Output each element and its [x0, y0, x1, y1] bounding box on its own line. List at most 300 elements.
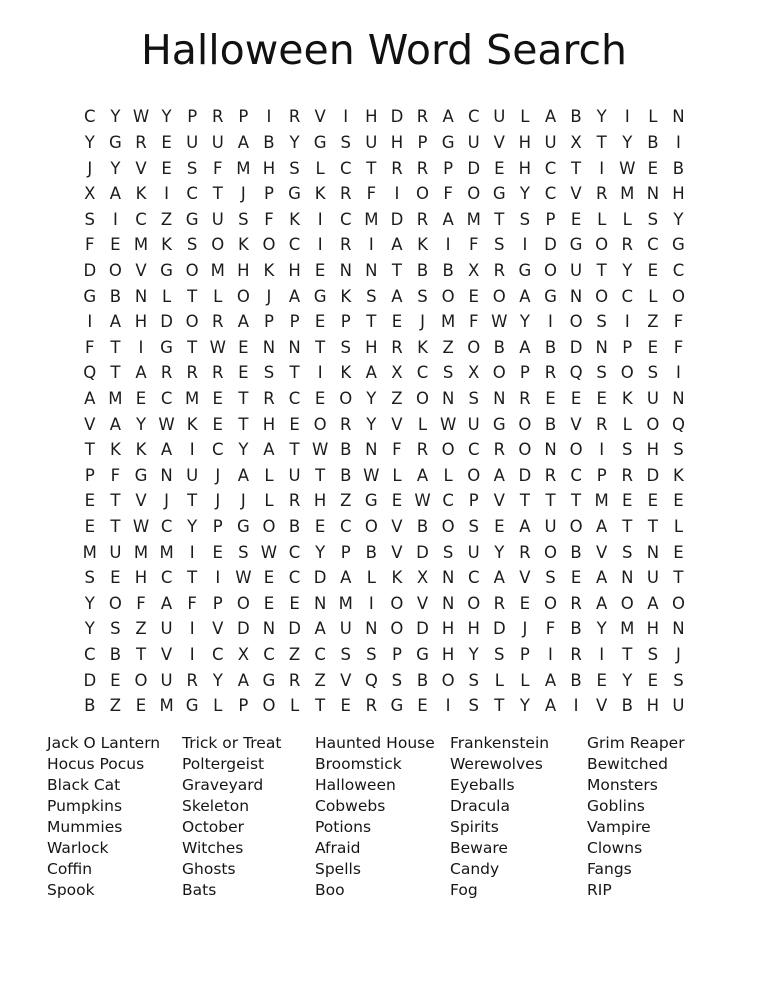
grid-cell-r18c9: C [288, 542, 301, 562]
grid-cell-r4c23: N [646, 184, 660, 204]
grid-cell-r23c24: S [673, 670, 684, 690]
grid-cell-r7c7: H [237, 260, 250, 280]
grid-cell-r20c2: O [108, 593, 122, 613]
grid-cell-r6c15: I [445, 235, 451, 255]
grid-cell-r3c17: E [494, 158, 505, 178]
grid-cell-r19c20: E [570, 568, 582, 588]
grid-cell-r10c8: N [262, 337, 276, 357]
grid-cell-r17c12: O [364, 517, 378, 537]
grid-cell-r21c20: B [570, 619, 582, 639]
grid-cell-r17c10: E [314, 517, 326, 537]
grid-cell-r23c21: E [596, 670, 607, 690]
grid-cell-r11c11: K [340, 363, 352, 383]
grid-cell-r1c23: L [648, 107, 658, 127]
grid-cell-r10c2: T [110, 337, 121, 357]
grid-cell-r4c11: R [340, 184, 352, 204]
grid-cell-r12c11: O [339, 389, 353, 408]
grid-cell-r10c23: E [647, 337, 659, 357]
grid-cell-r10c7: E [238, 337, 249, 357]
word-list-item: Vampire [587, 818, 651, 836]
grid-cell-r18c17: Y [494, 542, 505, 562]
grid-cell-r23c12: Q [364, 670, 378, 690]
grid-cell-r21c24: N [672, 619, 685, 639]
grid-cell-r14c4: A [160, 440, 173, 460]
grid-cell-r11c19: R [544, 363, 557, 383]
grid-cell-r24c5: G [185, 696, 199, 716]
grid-cell-r4c13: I [394, 184, 400, 204]
grid-cell-r20c15: N [441, 593, 455, 613]
grid-cell-r19c13: K [391, 568, 403, 588]
grid-cell-r2c4: E [161, 132, 172, 152]
grid-cell-r6c1: F [85, 235, 95, 255]
grid-cell-r24c8: O [262, 696, 276, 716]
grid-cell-r1c4: Y [161, 107, 172, 127]
word-list-item: Potions [315, 818, 372, 836]
grid-cell-r1c5: P [187, 107, 198, 127]
word-list-column-5 [587, 733, 685, 901]
grid-cell-r13c19: B [544, 414, 557, 434]
grid-cell-r23c16: S [468, 670, 479, 690]
grid-cell-r24c14: E [417, 696, 428, 716]
word-list-item: Dracula [450, 797, 510, 815]
grid-cell-r2c8: B [263, 132, 275, 152]
grid-cell-r7c23: E [647, 260, 659, 280]
grid-cell-r6c3: M [133, 235, 149, 255]
grid-cell-r1c2: Y [110, 107, 121, 127]
grid-cell-r1c3: W [132, 107, 150, 127]
grid-cell-r19c4: C [160, 568, 173, 588]
grid-cell-r19c21: A [596, 568, 608, 588]
grid-cell-r19c24: T [673, 568, 684, 588]
grid-cell-r22c7: X [237, 645, 250, 665]
grid-cell-r10c10: T [315, 337, 326, 357]
grid-cell-r15c3: G [134, 465, 148, 485]
grid-cell-r2c24: I [676, 132, 681, 152]
grid-cell-r22c21: I [599, 645, 605, 665]
grid-cell-r12c7: T [238, 389, 249, 408]
grid-cell-r3c13: R [391, 158, 403, 178]
grid-cell-r2c23: B [647, 132, 659, 152]
grid-cell-r8c17: O [492, 286, 506, 306]
grid-cell-r18c2: U [109, 542, 122, 562]
grid-cell-r6c22: R [621, 235, 633, 255]
grid-cell-r1c12: H [365, 107, 378, 127]
grid-cell-r1c6: R [212, 107, 224, 127]
grid-cell-r5c22: L [622, 209, 632, 229]
grid-cell-r11c22: O [620, 363, 634, 383]
grid-cell-r21c22: M [620, 619, 635, 639]
grid-cell-r13c3: Y [135, 414, 147, 434]
grid-cell-r20c23: A [647, 593, 659, 613]
grid-cell-r17c20: O [569, 517, 583, 537]
grid-cell-r24c16: S [468, 696, 479, 716]
grid-cell-r17c7: G [236, 517, 250, 537]
grid-cell-r19c22: N [621, 568, 634, 588]
grid-cell-r8c23: L [648, 286, 658, 306]
grid-cell-r10c21: N [595, 337, 608, 357]
grid-cell-r11c8: S [263, 363, 275, 383]
grid-cell-r21c17: D [492, 619, 506, 639]
grid-cell-r14c22: S [622, 440, 633, 460]
word-list-item: Frankenstein [450, 734, 550, 752]
grid-cell-r23c3: O [134, 670, 148, 690]
grid-cell-r8c21: O [595, 286, 609, 306]
grid-cell-r23c11: V [340, 670, 352, 690]
grid-cell-r2c15: G [441, 132, 455, 152]
grid-cell-r9c4: D [160, 312, 173, 332]
grid-cell-r12c3: E [135, 389, 147, 408]
grid-cell-r24c10: T [315, 696, 326, 716]
grid-cell-r4c12: F [366, 184, 377, 204]
grid-cell-r9c18: Y [519, 312, 530, 332]
grid-cell-r13c22: L [622, 414, 632, 434]
grid-cell-r20c18: E [519, 593, 531, 613]
grid-cell-r13c17: G [492, 414, 506, 434]
grid-cell-r12c2: M [108, 389, 123, 408]
word-list-item: Fog [450, 881, 478, 899]
grid-cell-r24c17: T [494, 696, 505, 716]
grid-cell-r10c12: H [365, 337, 378, 357]
grid-cell-r6c4: K [161, 235, 172, 255]
grid-cell-r14c17: R [493, 440, 506, 460]
grid-cell-r22c17: S [494, 645, 505, 665]
grid-cell-r2c12: U [365, 132, 378, 152]
grid-cell-r17c3: W [132, 517, 150, 537]
grid-cell-r4c5: C [186, 184, 198, 204]
grid-cell-r5c3: C [135, 209, 147, 229]
grid-cell-r13c1: V [84, 414, 96, 434]
word-list-item: Clowns [587, 839, 643, 857]
grid-cell-r8c9: A [288, 286, 301, 306]
grid-cell-r1c10: V [314, 107, 326, 127]
grid-cell-r1c20: B [570, 107, 582, 127]
grid-cell-r17c23: T [647, 517, 658, 537]
grid-cell-r21c7: D [237, 619, 250, 639]
grid-cell-r11c20: Q [569, 363, 583, 383]
grid-cell-r6c6: O [211, 235, 225, 255]
grid-cell-r13c20: V [570, 414, 582, 434]
grid-cell-r22c9: Z [288, 645, 301, 665]
grid-cell-r10c22: P [622, 337, 633, 357]
word-list-item: Skeleton [182, 797, 250, 815]
grid-cell-r3c23: E [647, 158, 659, 178]
grid-cell-r10c20: D [569, 337, 583, 357]
grid-cell-r16c23: E [647, 491, 659, 511]
grid-cell-r15c17: A [493, 465, 505, 485]
word-list-item: Coffin [47, 860, 93, 878]
grid-cell-r11c1: Q [83, 363, 97, 383]
grid-cell-r13c15: W [439, 414, 457, 434]
grid-cell-r20c12: I [368, 593, 374, 613]
grid-cell-r12c6: E [212, 389, 223, 408]
grid-cell-r18c22: S [622, 542, 633, 562]
grid-cell-r21c14: D [416, 619, 429, 639]
grid-cell-r21c21: Y [596, 619, 607, 639]
grid-cell-r8c8: J [266, 286, 272, 306]
grid-cell-r6c21: O [595, 235, 609, 255]
grid-cell-r13c13: V [391, 414, 403, 434]
grid-cell-r23c7: A [237, 670, 249, 690]
grid-cell-r18c10: Y [315, 542, 326, 562]
grid-cell-r21c6: V [212, 619, 224, 639]
grid-cell-r17c16: S [468, 517, 479, 537]
word-list-item: October [182, 818, 245, 836]
grid-cell-r5c19: P [545, 209, 556, 229]
grid-cell-r13c10: O [313, 414, 327, 434]
grid-cell-r15c18: D [518, 465, 532, 485]
grid-cell-r15c8: L [264, 465, 274, 485]
grid-cell-r2c11: S [340, 132, 351, 152]
grid-cell-r21c15: H [441, 619, 455, 639]
grid-cell-r7c22: Y [622, 260, 633, 280]
grid-cell-r14c20: O [569, 440, 583, 460]
grid-cell-r1c15: A [442, 107, 454, 127]
grid-cell-r17c8: O [262, 517, 276, 537]
grid-cell-r15c7: A [237, 465, 249, 485]
grid-cell-r5c1: S [84, 209, 96, 229]
grid-cell-r16c9: R [288, 491, 301, 511]
grid-cell-r7c10: E [314, 260, 326, 280]
grid-cell-r6c23: C [647, 235, 659, 255]
grid-cell-r8c11: K [340, 286, 352, 306]
word-list-item: Trick or Treat [182, 734, 282, 752]
grid-cell-r17c18: A [519, 517, 531, 537]
grid-cell-r24c23: H [646, 696, 660, 716]
grid-cell-r15c2: F [110, 465, 121, 485]
grid-cell-r19c6: I [215, 568, 221, 588]
grid-cell-r2c10: G [313, 132, 327, 152]
word-list-item: Candy [450, 860, 500, 878]
grid-cell-r15c23: D [646, 465, 660, 485]
grid-cell-r6c10: I [317, 235, 323, 255]
grid-cell-r13c9: E [289, 414, 300, 434]
grid-cell-r23c23: E [647, 670, 659, 690]
grid-cell-r5c11: C [339, 209, 352, 229]
grid-cell-r1c7: P [238, 107, 249, 127]
grid-cell-r14c16: C [467, 440, 480, 460]
grid-cell-r7c11: N [339, 260, 352, 280]
grid-cell-r15c13: L [392, 465, 402, 485]
word-list-item: Jack O Lantern [47, 734, 161, 752]
grid-cell-r2c21: T [596, 132, 607, 152]
grid-cell-r19c18: V [519, 568, 531, 588]
grid-cell-r24c13: G [390, 696, 404, 716]
grid-cell-r7c9: H [288, 260, 301, 280]
grid-cell-r11c23: S [647, 363, 659, 383]
grid-cell-r13c5: K [186, 414, 198, 434]
grid-cell-r10c19: B [544, 337, 557, 357]
grid-cell-r2c5: U [186, 132, 199, 152]
grid-cell-r22c1: C [84, 645, 96, 665]
grid-cell-r9c12: T [366, 312, 377, 332]
word-list-item: Graveyard [182, 776, 264, 794]
grid-cell-r20c16: O [467, 593, 481, 613]
grid-cell-r4c1: X [84, 184, 96, 204]
grid-cell-r19c1: S [84, 568, 96, 588]
grid-cell-r8c16: E [468, 286, 479, 306]
grid-cell-r17c4: C [160, 517, 173, 537]
grid-cell-r4c24: H [672, 184, 685, 204]
grid-cell-r16c8: L [264, 491, 274, 511]
grid-cell-r1c17: U [493, 107, 506, 127]
grid-cell-r7c20: U [570, 260, 583, 280]
grid-cell-r16c21: M [594, 491, 609, 511]
grid-cell-r20c17: R [493, 593, 506, 613]
grid-cell-r15c19: R [544, 465, 557, 485]
word-list-item: Bewitched [587, 755, 668, 773]
grid-cell-r13c11: R [340, 414, 352, 434]
word-list-item: Afraid [315, 839, 361, 857]
grid-cell-r3c1: J [87, 158, 93, 178]
grid-cell-r3c20: T [571, 158, 582, 178]
grid-cell-r11c10: I [317, 363, 323, 383]
grid-cell-r1c13: D [390, 107, 404, 127]
grid-cell-r24c4: M [159, 696, 174, 716]
grid-cell-r18c11: P [340, 542, 351, 562]
grid-cell-r17c13: V [391, 517, 403, 537]
grid-cell-r20c10: N [313, 593, 327, 613]
grid-cell-r3c4: E [161, 158, 172, 178]
grid-cell-r21c19: F [545, 619, 556, 639]
grid-cell-r5c10: I [317, 209, 323, 229]
word-list-item: Werewolves [450, 755, 543, 773]
grid-cell-r11c17: O [492, 363, 506, 383]
grid-cell-r17c11: C [339, 517, 352, 537]
grid-cell-r8c12: S [366, 286, 377, 306]
grid-cell-r19c5: T [187, 568, 198, 588]
grid-cell-r3c12: T [366, 158, 377, 178]
grid-cell-r9c13: E [391, 312, 403, 332]
grid-cell-r8c19: G [544, 286, 557, 306]
grid-cell-r10c14: K [417, 337, 428, 357]
grid-cell-r21c9: D [288, 619, 301, 639]
grid-cell-r3c19: C [544, 158, 557, 178]
word-list-item: Bats [182, 881, 217, 899]
grid-cell-r22c5: I [189, 645, 195, 665]
grid-cell-r13c23: O [646, 414, 660, 434]
grid-cell-r14c14: R [416, 440, 429, 460]
grid-cell-r4c19: C [544, 184, 557, 204]
grid-cell-r10c11: S [340, 337, 351, 357]
grid-cell-r1c9: R [288, 107, 301, 127]
grid-cell-r15c15: L [443, 465, 453, 485]
grid-cell-r20c9: E [289, 593, 300, 613]
grid-cell-r18c20: B [570, 542, 582, 562]
grid-cell-r15c24: K [673, 465, 684, 485]
grid-cell-r18c1: M [82, 542, 97, 562]
grid-cell-r6c8: O [262, 235, 276, 255]
grid-cell-r4c14: O [416, 184, 430, 204]
grid-cell-r3c16: D [467, 158, 481, 178]
grid-cell-r9c14: J [420, 312, 425, 332]
grid-cell-r5c2: I [112, 209, 118, 229]
grid-cell-r10c17: B [493, 337, 505, 357]
word-list-item: Fangs [587, 860, 632, 878]
grid-cell-r20c21: A [596, 593, 608, 613]
grid-cell-r12c5: M [185, 389, 200, 408]
word-list-item: Pumpkins [47, 797, 123, 815]
grid-cell-r8c24: O [671, 286, 685, 306]
grid-cell-r9c6: R [212, 312, 224, 332]
grid-cell-r20c1: Y [84, 593, 95, 613]
grid-cell-r6c2: E [110, 235, 121, 255]
grid-cell-r2c9: Y [289, 132, 300, 152]
grid-cell-r22c23: S [647, 645, 659, 665]
grid-cell-r6c19: D [544, 235, 557, 255]
grid-cell-r14c5: I [189, 440, 195, 460]
word-list-item: Spells [315, 860, 361, 878]
grid-cell-r16c12: G [364, 491, 378, 511]
grid-cell-r22c22: T [622, 645, 633, 665]
grid-cell-r23c5: R [186, 670, 198, 690]
grid-cell-r17c6: P [212, 517, 223, 537]
grid-cell-r14c8: A [263, 440, 275, 460]
grid-cell-r9c23: Z [647, 312, 659, 332]
grid-cell-r18c8: W [260, 542, 278, 562]
grid-cell-r15c6: J [215, 465, 221, 485]
grid-cell-r15c22: R [621, 465, 633, 485]
grid-cell-r8c13: A [391, 286, 403, 306]
grid-cell-r5c20: E [570, 209, 582, 229]
grid-cell-r23c1: D [83, 670, 97, 690]
grid-cell-r16c15: C [442, 491, 454, 511]
grid-cell-r16c16: P [468, 491, 479, 511]
grid-cell-r5c5: G [185, 209, 199, 229]
grid-cell-r22c16: Y [468, 645, 479, 665]
grid-cell-r8c18: A [519, 286, 531, 306]
grid-cell-r10c3: I [138, 337, 144, 357]
grid-cell-r13c24: Q [671, 414, 685, 434]
grid-cell-r9c5: O [185, 312, 199, 332]
grid-cell-r8c22: C [621, 286, 634, 306]
word-list-item: RIP [587, 881, 612, 899]
grid-cell-r20c19: O [543, 593, 557, 613]
grid-cell-r17c1: E [84, 517, 96, 537]
grid-cell-r19c8: E [263, 568, 275, 588]
grid-cell-r5c23: S [647, 209, 659, 229]
grid-cell-r19c14: X [416, 568, 429, 588]
word-list-column-1 [47, 733, 182, 901]
grid-cell-r2c1: Y [84, 132, 95, 152]
grid-cell-r18c24: E [673, 542, 684, 562]
grid-cell-r24c21: V [596, 696, 608, 716]
word-list-item: Poltergeist [182, 755, 265, 773]
grid-cell-r3c2: Y [110, 158, 121, 178]
grid-cell-r6c18: I [522, 235, 528, 255]
word-list-item: Spook [47, 881, 95, 899]
grid-cell-r9c1: I [87, 312, 93, 332]
grid-cell-r19c12: L [366, 568, 376, 588]
word-list-item: Mummies [47, 818, 123, 836]
grid-cell-r2c22: Y [622, 132, 633, 152]
grid-cell-r4c2: A [109, 184, 122, 204]
grid-cell-r9c22: I [624, 312, 630, 332]
grid-cell-r11c14: C [416, 363, 429, 383]
grid-cell-r4c8: P [263, 184, 274, 204]
grid-cell-r5c12: M [364, 209, 379, 229]
grid-cell-r22c8: C [263, 645, 275, 665]
grid-cell-r22c3: T [135, 645, 147, 665]
grid-cell-r14c23: H [646, 440, 660, 460]
word-list-item: Halloween [315, 776, 396, 794]
grid-cell-r22c11: S [340, 645, 351, 665]
grid-cell-r3c5: S [186, 158, 198, 178]
grid-cell-r18c4: M [159, 542, 174, 562]
grid-cell-r23c8: G [262, 670, 276, 690]
grid-cell-r11c12: A [365, 363, 377, 383]
grid-cell-r12c16: S [468, 389, 479, 408]
grid-cell-r18c21: V [596, 542, 608, 562]
